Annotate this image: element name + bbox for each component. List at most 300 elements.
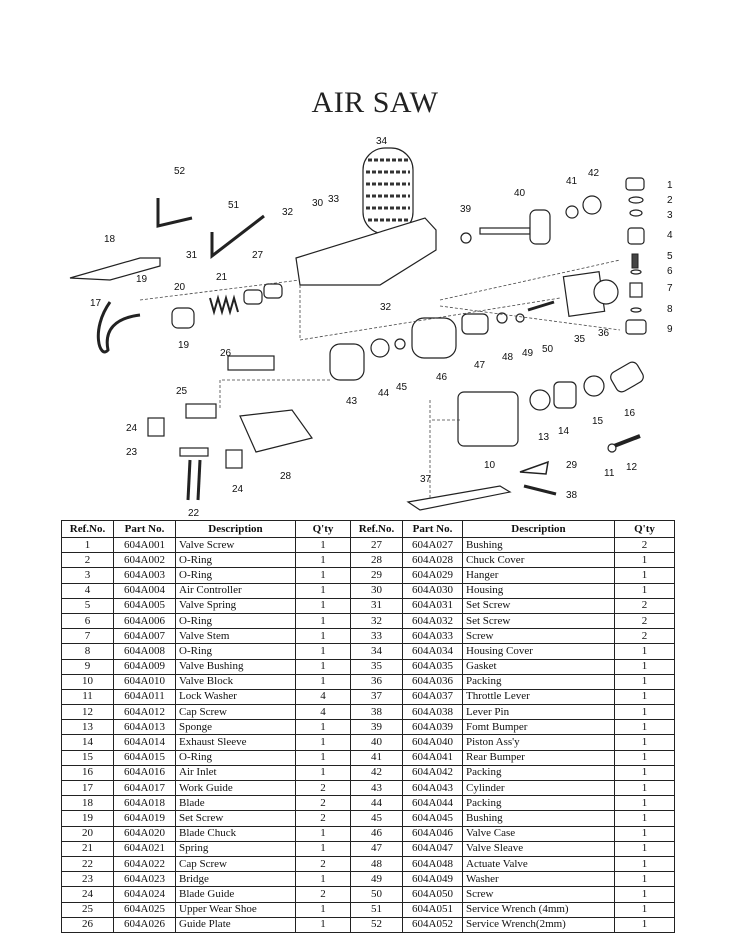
table-cell: 2 (296, 811, 351, 826)
table-cell: O-Ring (176, 613, 296, 628)
callout-19: 19 (136, 274, 148, 285)
table-cell: 19 (62, 811, 114, 826)
table-row (62, 689, 675, 704)
callout-39: 39 (460, 204, 472, 215)
table-cell: Blade Chuck (176, 826, 296, 841)
washer-part (516, 314, 524, 322)
table-cell: 1 (296, 674, 351, 689)
table-cell: 23 (62, 872, 114, 887)
parts-list-table (61, 520, 675, 933)
table-cell: O-Ring (176, 644, 296, 659)
callout-42: 42 (588, 168, 600, 179)
table-cell: 604A002 (114, 553, 176, 568)
table-cell: 604A004 (114, 583, 176, 598)
table-cell: 604A047 (403, 841, 463, 856)
table-row (62, 659, 675, 674)
valve-block-part (458, 392, 518, 446)
table-cell: 2 (296, 856, 351, 871)
table-row (62, 705, 675, 720)
table-cell: 52 (351, 917, 403, 932)
table-cell: 35 (351, 659, 403, 674)
table-cell: 50 (351, 887, 403, 902)
sponge-part (530, 390, 550, 410)
table-cell: 39 (351, 720, 403, 735)
packing-part (583, 196, 601, 214)
table-cell: Valve Bushing (176, 659, 296, 674)
callout-17: 17 (90, 298, 102, 309)
table-cell: 1 (296, 538, 351, 553)
callout-32: 32 (282, 207, 294, 218)
table-cell: 42 (351, 765, 403, 780)
table-cell: 44 (351, 796, 403, 811)
callout-11: 11 (604, 468, 615, 479)
table-cell: 604A030 (403, 583, 463, 598)
table-row (62, 598, 675, 613)
table-cell: 10 (62, 674, 114, 689)
callout-18: 18 (104, 234, 116, 245)
table-cell: Valve Sleave (463, 841, 615, 856)
table-cell: 1 (296, 841, 351, 856)
table-cell: 40 (351, 735, 403, 750)
table-cell: 604A029 (403, 568, 463, 583)
callout-24: 24 (126, 423, 138, 434)
table-cell: 604A037 (403, 689, 463, 704)
table-cell: 604A042 (403, 765, 463, 780)
table-cell: 604A028 (403, 553, 463, 568)
callout-23: 23 (126, 447, 138, 458)
table-cell: 1 (615, 735, 675, 750)
table-cell: Packing (463, 796, 615, 811)
callout-44: 44 (378, 388, 390, 399)
callout-5: 5 (667, 251, 673, 262)
table-cell: Exhaust Sleeve (176, 735, 296, 750)
valve-sleeve-part (462, 314, 488, 334)
table-cell: 32 (351, 613, 403, 628)
table-cell: 25 (62, 902, 114, 917)
column-header: Part No. (403, 521, 463, 538)
table-cell: 604A009 (114, 659, 176, 674)
table-cell: 604A001 (114, 538, 176, 553)
table-cell: 1 (296, 568, 351, 583)
table-cell: 604A005 (114, 598, 176, 613)
callout-52: 52 (174, 166, 186, 177)
table-cell: 1 (615, 856, 675, 871)
table-cell: Packing (463, 765, 615, 780)
table-cell: 7 (62, 629, 114, 644)
bushing-part (395, 339, 405, 349)
table-cell: 4 (296, 705, 351, 720)
table-cell: 51 (351, 902, 403, 917)
callout-9: 9 (667, 324, 673, 335)
cap-screw-part (198, 460, 200, 500)
table-cell: 604A015 (114, 750, 176, 765)
table-cell: 18 (62, 796, 114, 811)
callout-4: 4 (667, 230, 673, 241)
cap-screw-part (188, 460, 190, 500)
valve-case-part (412, 318, 456, 358)
housing-part (296, 218, 436, 285)
table-cell: 1 (615, 765, 675, 780)
table-cell: Blade (176, 796, 296, 811)
table-cell: 1 (615, 811, 675, 826)
table-cell: 604A026 (114, 917, 176, 932)
callout-12: 12 (626, 462, 638, 473)
spring-part (210, 298, 238, 312)
callout-31: 31 (186, 250, 198, 261)
table-cell: 2 (615, 613, 675, 628)
table-cell: 31 (351, 598, 403, 613)
callout-27: 27 (252, 250, 264, 261)
table-cell: Throttle Lever (463, 689, 615, 704)
table-cell: 604A027 (403, 538, 463, 553)
table-cell: 1 (615, 826, 675, 841)
table-cell: Valve Block (176, 674, 296, 689)
table-cell: 604A019 (114, 811, 176, 826)
table-cell: 1 (615, 705, 675, 720)
column-header: Q'ty (615, 521, 675, 538)
table-cell: 1 (615, 644, 675, 659)
table-cell: 14 (62, 735, 114, 750)
table-cell: 1 (615, 553, 675, 568)
callout-20: 20 (174, 282, 186, 293)
table-cell: 604A020 (114, 826, 176, 841)
table-cell: Upper Wear Shoe (176, 902, 296, 917)
o-ring-part (584, 376, 604, 396)
table-cell: Lever Pin (463, 705, 615, 720)
table-cell: 1 (296, 659, 351, 674)
table-cell: 1 (615, 568, 675, 583)
table-cell: 1 (615, 781, 675, 796)
table-cell: Valve Stem (176, 629, 296, 644)
table-cell: 16 (62, 765, 114, 780)
table-cell: 9 (62, 659, 114, 674)
callout-32b: 32 (380, 302, 392, 313)
table-cell: 604A025 (114, 902, 176, 917)
table-cell: 604A016 (114, 765, 176, 780)
packing-part (371, 339, 389, 357)
table-cell: 1 (62, 538, 114, 553)
table-row (62, 902, 675, 917)
table-cell: O-Ring (176, 568, 296, 583)
table-cell: 604A013 (114, 720, 176, 735)
service-wrench-52 (158, 198, 192, 226)
table-row (62, 872, 675, 887)
table-cell: 41 (351, 750, 403, 765)
callout-7: 7 (667, 283, 673, 294)
table-cell: 1 (296, 750, 351, 765)
table-cell: 604A043 (403, 781, 463, 796)
lever-pin-part (524, 486, 556, 494)
table-row (62, 613, 675, 628)
table-cell: 28 (351, 553, 403, 568)
front-bumper-part (461, 233, 471, 243)
table-cell: 604A041 (403, 750, 463, 765)
callout-48: 48 (502, 352, 514, 363)
table-cell: Housing (463, 583, 615, 598)
table-cell: Fomt Bumper (463, 720, 615, 735)
table-cell: 26 (62, 917, 114, 932)
table-cell: 1 (615, 841, 675, 856)
table-cell: 21 (62, 841, 114, 856)
table-row (62, 826, 675, 841)
table-cell: 4 (62, 583, 114, 598)
table-cell: O-Ring (176, 750, 296, 765)
callout-8: 8 (667, 304, 673, 315)
table-cell: 604A023 (114, 872, 176, 887)
table-cell: 34 (351, 644, 403, 659)
table-cell: 1 (296, 629, 351, 644)
table-cell: 22 (62, 856, 114, 871)
table-cell: Set Screw (176, 811, 296, 826)
air-inlet-part (609, 360, 646, 394)
bridge-part (180, 448, 208, 456)
column-header: Ref.No. (62, 521, 114, 538)
hanger-part (520, 462, 548, 474)
table-cell: Screw (463, 887, 615, 902)
table-cell: 1 (615, 872, 675, 887)
table-cell: 15 (62, 750, 114, 765)
table-cell: 1 (296, 826, 351, 841)
table-cell: 604A039 (403, 720, 463, 735)
housing-cover-part (363, 148, 413, 234)
table-cell: 47 (351, 841, 403, 856)
table-cell: 604A050 (403, 887, 463, 902)
column-header: Q'ty (296, 521, 351, 538)
callout-49: 49 (522, 348, 534, 359)
table-row (62, 796, 675, 811)
table-cell: 37 (351, 689, 403, 704)
table-cell: Chuck Cover (463, 553, 615, 568)
table-cell: 604A007 (114, 629, 176, 644)
callout-30: 30 (312, 198, 324, 209)
table-cell: 30 (351, 583, 403, 598)
table-cell: Valve Screw (176, 538, 296, 553)
table-cell: 1 (296, 765, 351, 780)
table-cell: 1 (296, 553, 351, 568)
table-cell: 45 (351, 811, 403, 826)
callout-19b: 19 (178, 340, 190, 351)
table-cell: 29 (351, 568, 403, 583)
table-cell: Bridge (176, 872, 296, 887)
callout-41: 41 (566, 176, 578, 187)
callout-1: 1 (667, 180, 673, 191)
table-cell: 1 (296, 644, 351, 659)
table-row (62, 674, 675, 689)
table-cell: Air Inlet (176, 765, 296, 780)
table-cell: 11 (62, 689, 114, 704)
table-cell: 36 (351, 674, 403, 689)
table-cell: Piston Ass'y (463, 735, 615, 750)
callout-38: 38 (566, 490, 578, 501)
table-row (62, 841, 675, 856)
column-header: Ref.No. (351, 521, 403, 538)
callout-46: 46 (436, 372, 448, 383)
table-cell: Work Guide (176, 781, 296, 796)
blade-guide-part (226, 450, 242, 468)
table-cell: Screw (463, 629, 615, 644)
table-cell: 1 (296, 872, 351, 887)
callout-40: 40 (514, 188, 526, 199)
table-cell: 24 (62, 887, 114, 902)
packing-part (594, 280, 618, 304)
table-cell: 604A045 (403, 811, 463, 826)
valve-assembly (626, 178, 646, 334)
table-row (62, 568, 675, 583)
table-cell: 604A052 (403, 917, 463, 932)
table-cell: 604A038 (403, 705, 463, 720)
table-cell: 46 (351, 826, 403, 841)
table-header-row (62, 521, 675, 538)
callout-26: 26 (220, 348, 232, 359)
table-cell: 1 (615, 659, 675, 674)
table-row (62, 765, 675, 780)
blade-guide-part (148, 418, 164, 436)
table-cell: 2 (296, 781, 351, 796)
table-cell: 604A049 (403, 872, 463, 887)
table-cell: 604A003 (114, 568, 176, 583)
table-cell: Housing Cover (463, 644, 615, 659)
table-cell: 604A008 (114, 644, 176, 659)
table-cell: 1 (615, 720, 675, 735)
table-cell: Packing (463, 674, 615, 689)
table-cell: 43 (351, 781, 403, 796)
callout-37: 37 (420, 474, 432, 485)
table-row (62, 629, 675, 644)
table-cell: 604A024 (114, 887, 176, 902)
table-row (62, 538, 675, 553)
table-cell: Valve Case (463, 826, 615, 841)
table-cell: 6 (62, 613, 114, 628)
callout-3: 3 (667, 210, 673, 221)
table-cell: Lock Washer (176, 689, 296, 704)
table-cell: 604A012 (114, 705, 176, 720)
table-cell: 8 (62, 644, 114, 659)
table-cell: 49 (351, 872, 403, 887)
callout-51: 51 (228, 200, 240, 211)
guide-plate-part (228, 356, 274, 370)
callout-6: 6 (667, 266, 673, 277)
table-row (62, 583, 675, 598)
callout-33: 33 (328, 194, 340, 205)
table-cell: Spring (176, 841, 296, 856)
callout-24b: 24 (232, 484, 244, 495)
table-cell: 604A031 (403, 598, 463, 613)
piston-part (480, 210, 550, 244)
table-cell: Washer (463, 872, 615, 887)
table-cell: Gasket (463, 659, 615, 674)
column-header: Description (176, 521, 296, 538)
rear-bumper-part (566, 206, 578, 218)
table-cell: Hanger (463, 568, 615, 583)
cap-screw-part (614, 436, 640, 446)
table-row (62, 553, 675, 568)
screw-part (528, 302, 554, 310)
table-cell: Cap Screw (176, 856, 296, 871)
callout-15: 15 (592, 416, 604, 427)
callout-10: 10 (484, 460, 496, 471)
table-cell: 604A033 (403, 629, 463, 644)
upper-wear-shoe-part (186, 404, 216, 418)
table-cell: 1 (296, 598, 351, 613)
table-cell: 1 (615, 583, 675, 598)
table-cell: 17 (62, 781, 114, 796)
table-cell: 1 (296, 902, 351, 917)
table-cell: 604A006 (114, 613, 176, 628)
callout-22: 22 (188, 508, 200, 519)
table-cell: 1 (615, 917, 675, 932)
throttle-lever-part (408, 486, 510, 510)
table-cell: 1 (615, 674, 675, 689)
table-cell: Service Wrench(2mm) (463, 917, 615, 932)
table-cell: 604A011 (114, 689, 176, 704)
table-cell: Blade Guide (176, 887, 296, 902)
table-cell: 4 (296, 689, 351, 704)
table-cell: 604A036 (403, 674, 463, 689)
table-cell: 1 (615, 796, 675, 811)
lock-washer-part (608, 444, 616, 452)
table-row (62, 887, 675, 902)
table-cell: 1 (296, 583, 351, 598)
column-header: Part No. (114, 521, 176, 538)
table-cell: 2 (615, 538, 675, 553)
table-row (62, 644, 675, 659)
blade-chuck-part (172, 308, 194, 328)
table-cell: 604A051 (403, 902, 463, 917)
table-cell: 604A034 (403, 644, 463, 659)
table-cell: 1 (296, 613, 351, 628)
table-cell: 604A035 (403, 659, 463, 674)
table-cell: 604A048 (403, 856, 463, 871)
table-cell: 2 (296, 887, 351, 902)
table-cell: Rear Bumper (463, 750, 615, 765)
table-cell: 604A044 (403, 796, 463, 811)
table-cell: 2 (615, 629, 675, 644)
callout-43: 43 (346, 396, 358, 407)
table-cell: 2 (296, 796, 351, 811)
exhaust-sleeve-part (554, 382, 576, 408)
table-cell: Bushing (463, 811, 615, 826)
table-cell: 604A032 (403, 613, 463, 628)
table-cell: 33 (351, 629, 403, 644)
bushing-part (264, 284, 282, 298)
callout-14: 14 (558, 426, 570, 437)
page-title: AIR SAW (311, 86, 439, 119)
table-cell: 1 (296, 917, 351, 932)
callout-34: 34 (376, 136, 388, 147)
table-cell: 12 (62, 705, 114, 720)
table-cell: 604A021 (114, 841, 176, 856)
table-row (62, 735, 675, 750)
table-cell: 1 (615, 902, 675, 917)
callout-47: 47 (474, 360, 486, 371)
table-row (62, 856, 675, 871)
table-cell: Bushing (463, 538, 615, 553)
table-row (62, 917, 675, 932)
table-cell: 1 (615, 750, 675, 765)
table-cell: 604A017 (114, 781, 176, 796)
table-cell: Cylinder (463, 781, 615, 796)
table-cell: 38 (351, 705, 403, 720)
bushing-part (244, 290, 262, 304)
table-cell: Guide Plate (176, 917, 296, 932)
table-cell: 604A022 (114, 856, 176, 871)
table-cell: 20 (62, 826, 114, 841)
callout-35: 35 (574, 334, 586, 345)
table-cell: Actuate Valve (463, 856, 615, 871)
callout-16: 16 (624, 408, 636, 419)
table-cell: 27 (351, 538, 403, 553)
table-cell: 604A040 (403, 735, 463, 750)
